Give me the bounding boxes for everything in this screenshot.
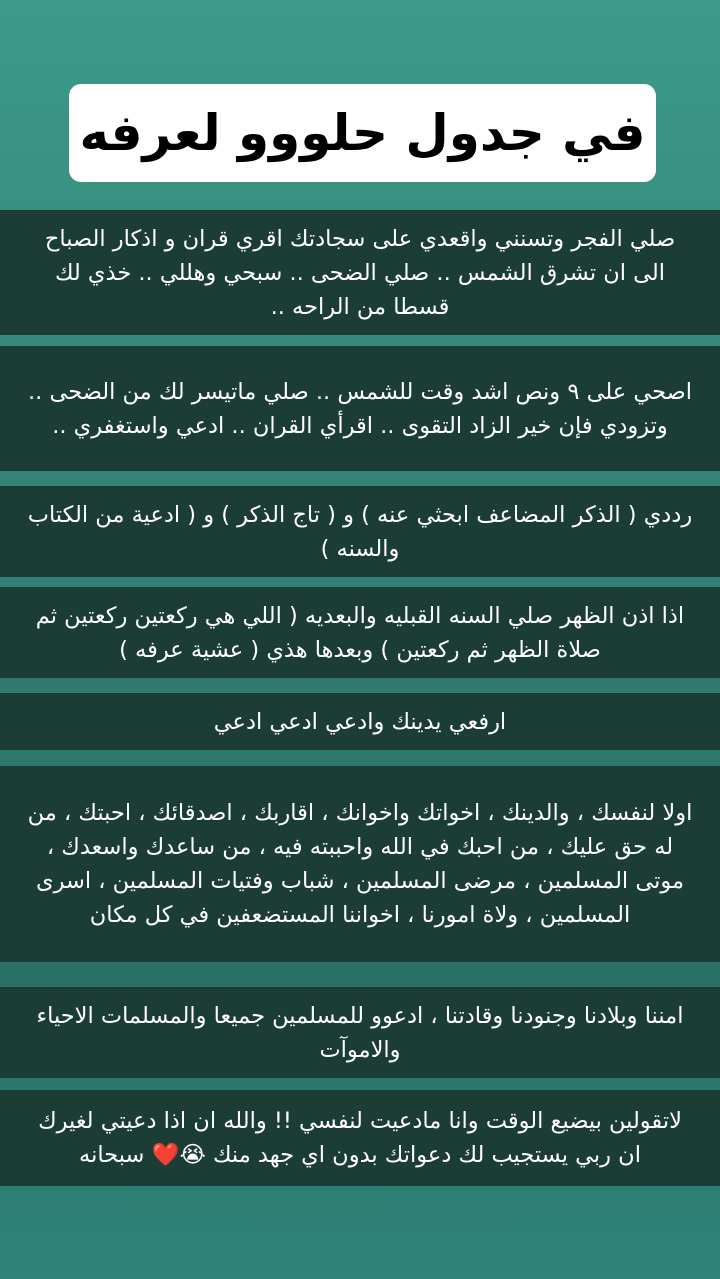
section-duha xyxy=(0,346,720,471)
section-text: اذا اذن الظهر صلي السنه القبليه والبعديه ( اللي هي ركعتين ركعتين ثم صلاة الظهر ثم ركعتين ) وبعدها هذي ( عشية عرفه ) xyxy=(35,602,685,663)
section-raise-hands xyxy=(0,693,720,750)
section-closing xyxy=(0,1090,720,1186)
section-text: اولا لنفسك ، والدينك ، اخواتك واخوانك ، اقاربك ، اصدقائك ، احبتك ، من له حق عليك ، من احبك في الله واحببته فيه ، من ساعدك واسعدك ، موتى المسلمين ، مرضى المسلمين ، شباب وفتيات المسلمين ، اسرى المسلمين ، ولاة امورنا ، اخواننا المستضعفين في كل مكان xyxy=(27,800,693,928)
section-text: امننا وبلادنا وجنودنا وقادتنا ، ادعوو للمسلمين جميعا والمسلمات الاحياء والاموآت xyxy=(36,1002,684,1063)
section-dhikr xyxy=(0,486,720,577)
section-text: لاتقولين بيضيع الوقت وانا مادعيت لنفسي !! والله ان اذا دعيتي لغيرك ان ربي يستجيب لك دعواتك بدون اي جهد منك 😭❤️ سبحانه xyxy=(38,1108,682,1168)
page-title: في جدول حلووو لعرفه xyxy=(79,104,646,162)
section-text: صلي الفجر وتسنني واقعدي على سجادتك اقري قران و اذكار الصباح الى ان تشرق الشمس .. صلي الضحى .. سبحي وهللي .. خذي لك قسطا من الراحه .. xyxy=(44,225,676,320)
title-card xyxy=(69,84,656,182)
section-dua-list xyxy=(0,766,720,962)
section-fajr xyxy=(0,210,720,335)
section-dua-nation xyxy=(0,987,720,1078)
section-dhuhr xyxy=(0,587,720,678)
section-text: ارفعي يدينك وادعي ادعي ادعي xyxy=(213,708,507,735)
section-text: اصحي على ٩ ونص اشد وقت للشمس .. صلي ماتيسر لك من الضحى .. وتزودي فإن خير الزاد التقوى .. اقرأي القران .. ادعي واستغفري .. xyxy=(28,378,692,439)
section-text: رددي ( الذكر المضاعف ابحثي عنه ) و ( تاج الذكر ) و ( ادعية من الكتاب والسنه ) xyxy=(27,501,693,562)
